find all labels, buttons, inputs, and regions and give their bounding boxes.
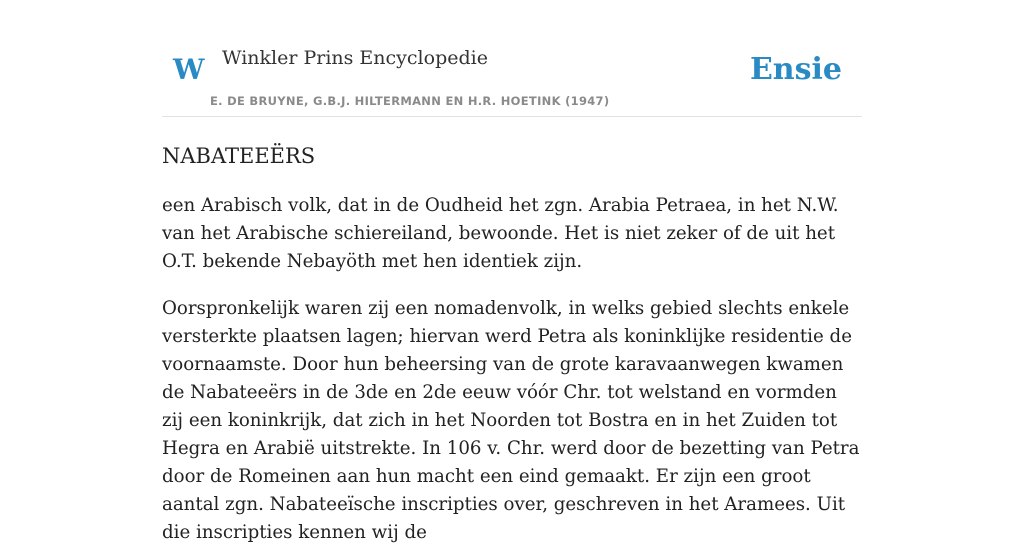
page (162, 0, 862, 543)
article-paragraph: een Arabisch volk, dat in de Oudheid het zgn. Arabia Petraea, in het N.W. van het Arabische schiereiland, bewoonde. Het is niet zeker of de uit het O.T. bekende Nebayöth met hen identiek zijn. (162, 195, 839, 272)
site-header (162, 0, 862, 117)
authors-line: E. DE BRUYNE, G.B.J. HILTERMANN EN H.R. HOETINK (1947) (210, 94, 610, 108)
winkler-prins-logo[interactable]: W (173, 53, 205, 86)
ensie-logo[interactable]: Ensie (749, 52, 842, 87)
article-paragraph: Oorspronkelijk waren zij een nomadenvolk, in welks gebied slechts enkele versterkte plaatsen lagen; hiervan werd Petra als koninklijke residentie de voornaamste. Door hun beheersing van de grote karavaanwegen kwamen de Nabateeërs in de 3de en 2de eeuw vóór Chr. tot welstand en vormden zij een koninkrijk, dat zich in het Noorden tot Bostra en in het Zuiden tot Hegra en Arabië uitstrekte. In 106 v. Chr. werd door de bezetting van Petra door de Romeinen aan hun macht een eind gemaakt. Er zijn een groot aantal zgn. Nabateeïsche inscripties over, geschreven in het Arameеs. Uit die inscripties kennen wij de (162, 298, 860, 543)
article-heading: NABATEEËRS (162, 144, 316, 168)
encyclopedia-title[interactable]: Winkler Prins Encyclopedie (222, 47, 488, 69)
